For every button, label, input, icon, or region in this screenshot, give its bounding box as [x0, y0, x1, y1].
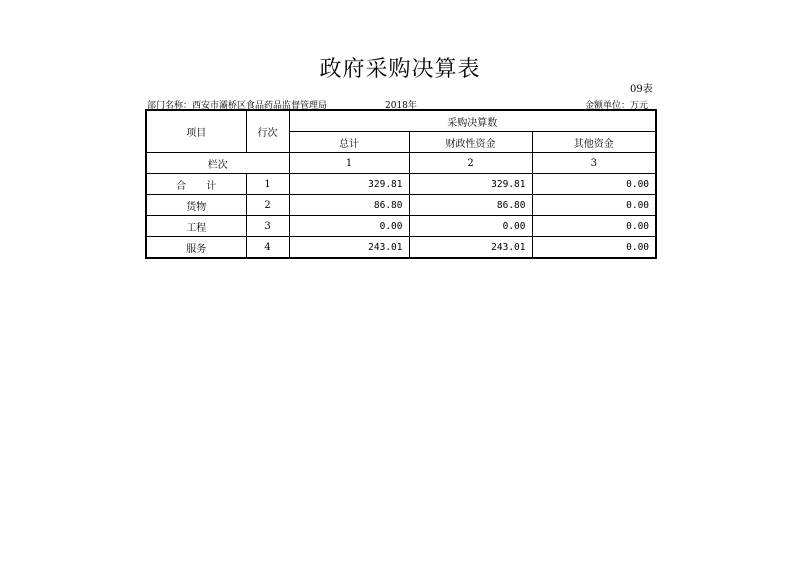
row-fiscal: 329.81: [409, 174, 532, 195]
row-total: 86.80: [289, 195, 409, 216]
header-group: 采购决算数: [289, 110, 656, 132]
row-number: 1: [246, 174, 289, 195]
row-name: 工程: [146, 216, 246, 237]
form-number: 09表: [630, 84, 653, 95]
row-number: 3: [246, 216, 289, 237]
column-index-label: 栏次: [146, 153, 289, 174]
row-name: 合 计: [146, 174, 246, 195]
row-other: 0.00: [532, 195, 656, 216]
header-row-no: 行次: [246, 110, 289, 153]
row-total: 0.00: [289, 216, 409, 237]
row-total: 329.81: [289, 174, 409, 195]
row-number: 2: [246, 195, 289, 216]
row-total: 243.01: [289, 237, 409, 259]
row-other: 0.00: [532, 216, 656, 237]
table-row: [146, 237, 656, 259]
row-fiscal: 86.80: [409, 195, 532, 216]
department-label: 部门名称：西安市灞桥区食品药品监督管理局: [147, 101, 328, 111]
row-fiscal: 0.00: [409, 216, 532, 237]
row-name: 货物: [146, 195, 246, 216]
page-title: 政府采购决算表: [319, 57, 481, 82]
row-number: 4: [246, 237, 289, 259]
table-row: [146, 216, 656, 237]
year-label: 2018年: [385, 101, 417, 111]
column-index-2: 2: [409, 153, 532, 174]
row-fiscal: 243.01: [409, 237, 532, 259]
row-other: 0.00: [532, 237, 656, 259]
header-total: 总计: [289, 132, 409, 153]
header-item: 项目: [146, 110, 246, 153]
header-other: 其他资金: [532, 132, 656, 153]
row-name: 服务: [146, 237, 246, 259]
header-fiscal: 财政性资金: [409, 132, 532, 153]
row-other: 0.00: [532, 174, 656, 195]
table-row: [146, 174, 656, 195]
procurement-table: [145, 109, 657, 259]
unit-label: 金额单位：万元: [585, 101, 649, 111]
column-index-3: 3: [532, 153, 656, 174]
table-row: [146, 195, 656, 216]
column-index-1: 1: [289, 153, 409, 174]
